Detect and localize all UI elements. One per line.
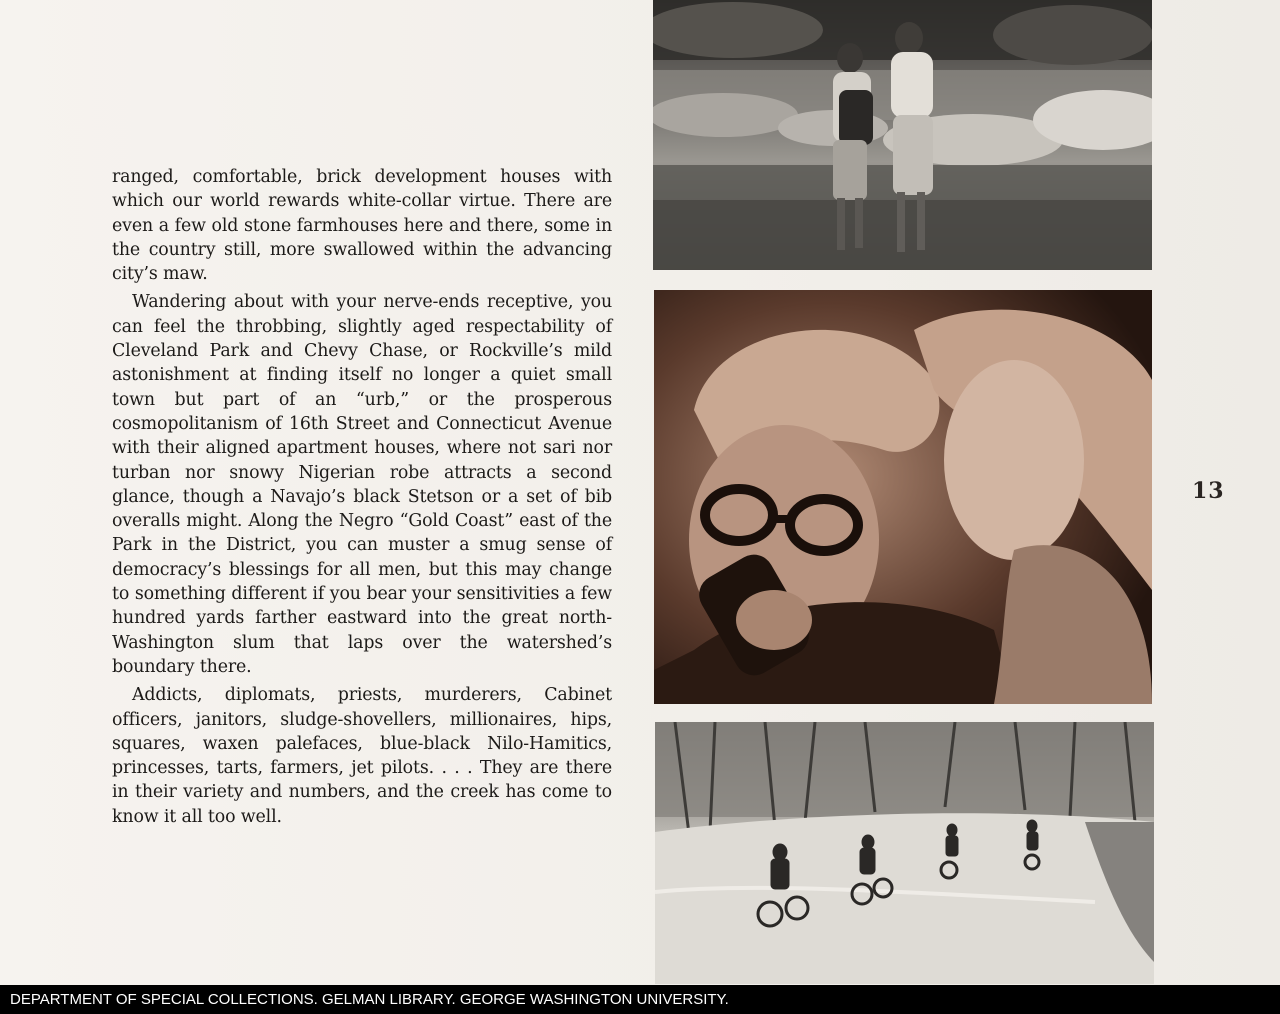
footer-bar <box>0 985 1280 1014</box>
photo-women-wading-creek <box>653 0 1152 270</box>
photo-young-couple-sepia <box>654 290 1152 704</box>
paragraph-1: ranged, comfortable, brick development houses with which our world rewards white-collar virtue. There are even a few old stone farmhouses here and there, some in the country still, more swallowed within the advancing city’s maw. <box>112 167 612 285</box>
page-number: 13 <box>1192 478 1225 504</box>
photo-cyclists-crossing-ford <box>655 722 1154 984</box>
footer-credit: DEPARTMENT OF SPECIAL COLLECTIONS. GELMAN LIBRARY. GEORGE WASHINGTON UNIVERSITY. <box>10 991 729 1008</box>
text-column <box>112 165 612 833</box>
paragraph-3: Addicts, diplomats, priests, murderers, Cabinet officers, janitors, sludge-shovellers, millionaires, hips, squares, waxen palefaces, blue-black Nilo-Hamitics, princesses, tarts, farmers, jet pilots. . . . They are there in their variety and numbers, and the creek has come to know it all too well. <box>112 685 612 827</box>
paragraph-2: Wandering about with your nerve-ends receptive, you can feel the throbbing, slightly aged respectability of Cleveland Park and Chevy Chase, or Rockville’s mild astonishment at finding itself no longer a quiet small town but part of an “urb,” or the prosperous cosmopolitanism of 16th Street and Connecticut Avenue with their aligned apartment houses, where not sari nor turban nor snowy Nigerian robe attracts a second glance, though a Navajo’s black Stetson or a set of bib overalls might. Along the Negro “Gold Coast” east of the Park in the District, you can muster a smug sense of democracy’s blessings for all men, but this may change to something different if you bear your sensitivities a few hundred yards farther eastward into the great north-Washington slum that laps over the watershed’s boundary there. <box>112 292 612 677</box>
